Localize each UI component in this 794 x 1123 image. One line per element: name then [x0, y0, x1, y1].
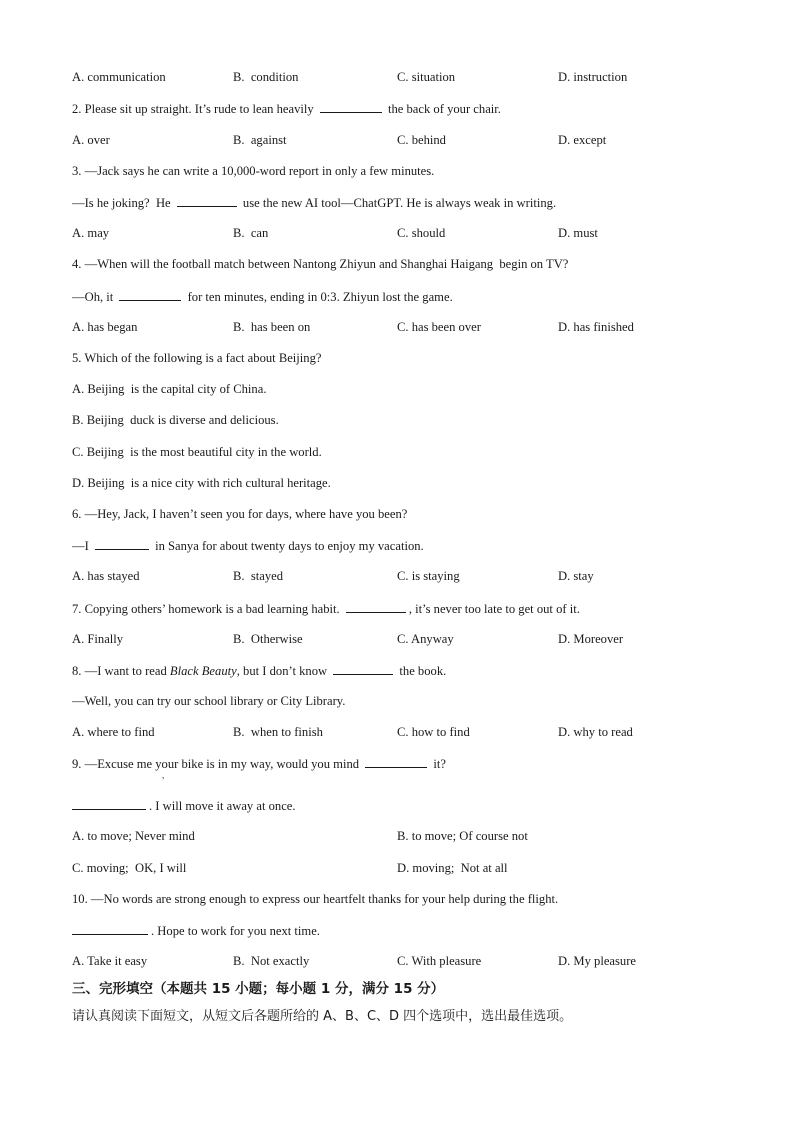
q6-option-d: D. stay	[558, 569, 594, 583]
q7-option-d: D. Moreover	[558, 632, 624, 646]
q8-book-title: Black Beauty	[169, 664, 237, 678]
q10-option-b: B. Not exactly	[233, 954, 310, 968]
q7-blank	[346, 600, 406, 613]
section-3-heading: 三、完形填空（本题共 15 小题；每小题 1 分，满分 15 分）	[72, 981, 445, 997]
q6-line1: 6. —Hey, Jack, I haven’t seen you for days, where have you been?	[72, 507, 408, 521]
q9-option-c: C. moving; OK, I will	[72, 861, 187, 875]
q8-line1: 8. —I want to read Black Beauty, but I don’t know the book.	[72, 664, 447, 678]
q10-option-c: C. With pleasure	[397, 954, 482, 968]
q8-line2: —Well, you can try our school library or City Library.	[72, 694, 346, 708]
q9-dash	[72, 800, 86, 810]
q5-stem: 5. Which of the following is a fact about Beijing?	[72, 351, 322, 365]
q9-blank-1	[365, 755, 427, 768]
q2-stem: 2. Please sit up straight. It’s rude to lean heavily the back of your chair.	[72, 102, 501, 116]
q6-option-a: A. has stayed	[72, 569, 140, 583]
q8-option-c: C. how to find	[397, 725, 470, 739]
q6-option-c: C. is staying	[397, 569, 460, 583]
q1-option-c: C. situation	[397, 70, 456, 84]
q3-blank	[177, 194, 237, 207]
q2-option-b: B. against	[233, 133, 287, 147]
q1-option-d: D. instruction	[558, 70, 628, 84]
q5-option-d: D. Beijing is a nice city with rich cultural heritage.	[72, 476, 331, 490]
q3-option-d: D. must	[558, 226, 598, 240]
q7-option-b: B. Otherwise	[233, 632, 303, 646]
q9-option-d: D. moving; Not at all	[397, 861, 508, 875]
q2-option-a: A. over	[72, 133, 110, 147]
q4-option-a: A. has began	[72, 320, 138, 334]
q3-option-c: C. should	[397, 226, 446, 240]
q5-option-b: B. Beijing duck is diverse and delicious.	[72, 413, 279, 427]
q2-blank	[320, 100, 382, 113]
q7-option-c: C. Anyway	[397, 632, 454, 646]
q6-blank	[95, 537, 149, 550]
q10-option-a: A. Take it easy	[72, 954, 148, 968]
q7-stem: 7. Copying others’ homework is a bad learning habit. , it’s never too late to get out of it.	[72, 602, 580, 616]
q8-option-a: A. where to find	[72, 725, 155, 739]
q10-dash	[72, 925, 86, 935]
q4-option-b: B. has been on	[233, 320, 311, 334]
q4-option-c: C. has been over	[397, 320, 481, 334]
q6-line2: —I in Sanya for about twenty days to enjoy my vacation.	[72, 539, 424, 553]
q10-line1: 10. —No words are strong enough to express our heartfelt thanks for your help during the flight.	[72, 892, 559, 906]
q9-line1: 9. —Excuse me your bike is in my way, would you mind it?	[72, 757, 446, 771]
q8-option-d: D. why to read	[558, 725, 633, 739]
q4-line1: 4. —When will the football match between Nantong Zhiyun and Shanghai Haigang begin on TV?	[72, 257, 569, 271]
section-3-instruction: 请认真阅读下面短文，从短文后各题所给的 A、B、C、D 四个选项中，选出最佳选项。	[72, 1009, 573, 1024]
q5-option-a: A. Beijing is the capital city of China.	[72, 382, 267, 396]
q8-option-b: B. when to finish	[233, 725, 323, 739]
q9-blank-2	[86, 797, 146, 810]
q10-blank	[86, 922, 148, 935]
q3-option-b: B. can	[233, 226, 269, 240]
q2-option-c: C. behind	[397, 133, 446, 147]
q6-option-b: B. stayed	[233, 569, 284, 583]
q5-option-c: C. Beijing is the most beautiful city in the world.	[72, 445, 322, 459]
q3-option-a: A. may	[72, 226, 110, 240]
q8-blank	[333, 662, 393, 675]
q3-line2: —Is he joking? He use the new AI tool—ChatGPT. He is always weak in writing.	[72, 196, 557, 210]
q9-line2: . I will move it away at once.	[72, 797, 296, 814]
q3-line1: 3. —Jack says he can write a 10,000-word report in only a few minutes.	[72, 164, 435, 178]
q4-option-d: D. has finished	[558, 320, 634, 334]
q10-option-d: D. My pleasure	[558, 954, 636, 968]
q1-option-a: A. communication	[72, 70, 166, 84]
q2-option-d: D. except	[558, 133, 607, 147]
q9-comma-mark: ,	[162, 770, 165, 780]
q9-option-a: A. to move; Never mind	[72, 829, 195, 843]
q4-line2: —Oh, it for ten minutes, ending in 0:3. Zhiyun lost the game.	[72, 290, 453, 304]
q1-option-b: B. condition	[233, 70, 299, 84]
q10-line2: . Hope to work for you next time.	[72, 922, 320, 939]
q4-blank	[119, 288, 181, 301]
q9-option-b: B. to move; Of course not	[397, 829, 528, 843]
q7-option-a: A. Finally	[72, 632, 124, 646]
